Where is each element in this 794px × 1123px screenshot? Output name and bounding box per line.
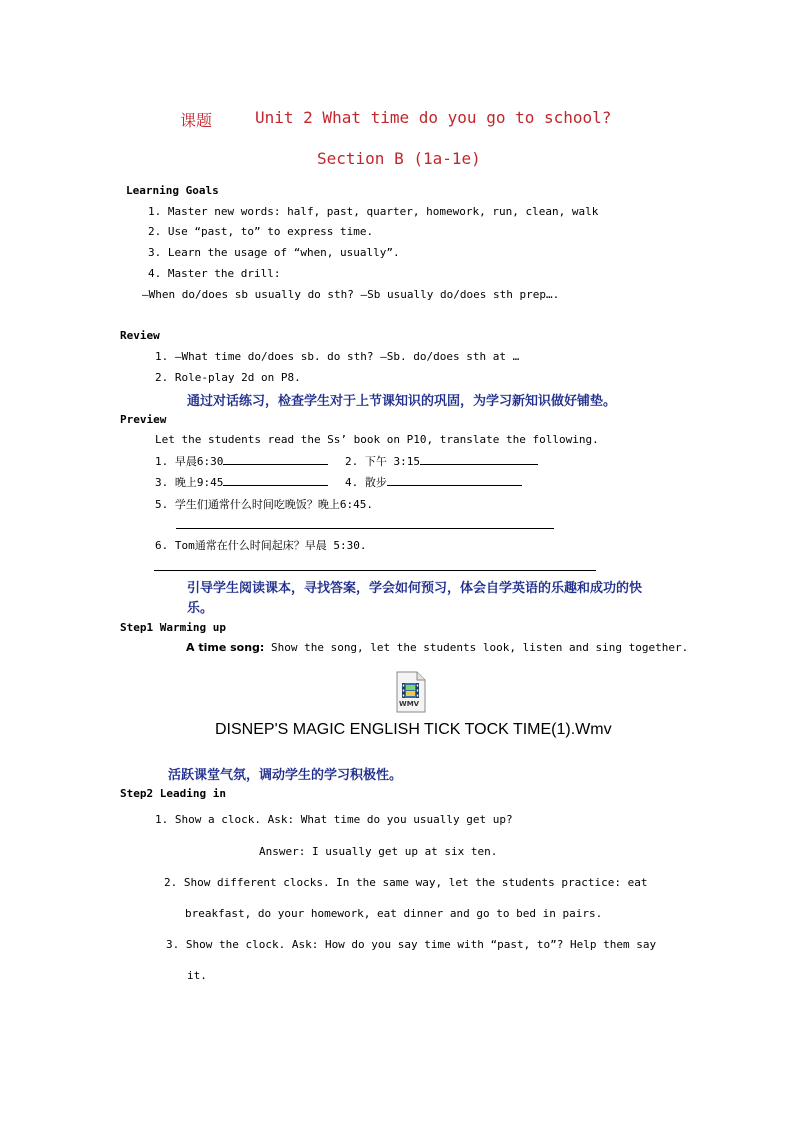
attachment-filename[interactable]: DISNEP'S MAGIC ENGLISH TICK TOCK TIME(1).Wmv — [215, 721, 612, 738]
wmv-file-icon[interactable] — [396, 671, 426, 713]
step1-heading: Step1 Warming up — [120, 621, 226, 634]
answer-blank — [223, 453, 328, 465]
preview-intro: Let the students read the Ss’ book on P10, translate the following. — [155, 433, 599, 446]
preview-question-4 — [345, 474, 522, 490]
review-item-1: 1. —What time do/does sb. do sth? —Sb. do/does sth at … — [155, 350, 520, 363]
answer-blank — [420, 453, 538, 465]
preview-question-2-text: 2. 下午 3:15 — [345, 455, 420, 468]
answer-line-6 — [154, 570, 596, 571]
preview-question-3 — [155, 474, 328, 490]
step2-line-6: it. — [187, 969, 207, 982]
preview-question-1 — [155, 453, 328, 469]
answer-blank — [223, 474, 328, 486]
answer-blank — [387, 474, 522, 486]
preview-question-5: 5. 学生们通常什么时间吃晚饭？晚上6:45. — [155, 498, 373, 511]
step2-line-5: 3. Show the clock. Ask: How do you say time with “past, to”? Help them say — [166, 938, 657, 951]
preview-teaching-note-line-2: 乐。 — [187, 601, 214, 616]
goal-item-2: 2. Use “past, to” to express time. — [148, 225, 374, 238]
step2-line-4: breakfast, do your homework, eat dinner and go to bed in pairs. — [185, 907, 603, 920]
goal-drill: —When do/does sb usually do sth? —Sb usually do/does sth prep…. — [142, 288, 560, 301]
step1-text: Show the song, let the students look, listen and sing together. — [264, 641, 689, 654]
step1-description — [186, 641, 688, 654]
step1-lead: A time song: — [186, 641, 265, 654]
preview-question-4-text: 4. 散步 — [345, 476, 387, 489]
preview-question-6: 6. Tom通常在什么时间起床？早晨 5:30. — [155, 539, 367, 552]
step1-teaching-note: 活跃课堂气氛，调动学生的学习积极性。 — [168, 768, 403, 783]
goals-heading: Learning Goals — [126, 184, 219, 197]
goal-item-3: 3. Learn the usage of “when, usually”. — [148, 246, 400, 259]
lesson-title-label: 课题 — [180, 111, 213, 130]
answer-line-5 — [176, 528, 554, 529]
preview-question-3-text: 3. 晚上9:45 — [155, 476, 224, 489]
goal-item-4: 4. Master the drill: — [148, 267, 281, 280]
section-title: Section B (1a-1e) — [317, 149, 481, 168]
review-heading: Review — [120, 329, 160, 342]
preview-teaching-note-line-1: 引导学生阅读课本，寻找答案，学会如何预习，体会自学英语的乐趣和成功的快 — [187, 581, 643, 596]
step2-line-3: 2. Show different clocks. In the same way, let the students practice: eat — [164, 876, 648, 889]
preview-question-2 — [345, 453, 538, 469]
step2-line-2: Answer: I usually get up at six ten. — [259, 845, 498, 858]
step2-line-1: 1. Show a clock. Ask: What time do you usually get up? — [155, 813, 513, 826]
preview-question-1-text: 1. 早晨6:30 — [155, 455, 224, 468]
preview-heading: Preview — [120, 413, 167, 426]
review-item-2: 2. Role-play 2d on P8. — [155, 371, 301, 384]
lesson-title: Unit 2 What time do you go to school? — [255, 108, 612, 127]
review-teaching-note: 通过对话练习，检查学生对于上节课知识的巩固，为学习新知识做好铺垫。 — [187, 394, 617, 409]
goal-item-1: 1. Master new words: half, past, quarter, homework, run, clean, walk — [148, 205, 599, 218]
step2-heading: Step2 Leading in — [120, 787, 226, 800]
file-type-badge: WMV — [399, 700, 420, 708]
